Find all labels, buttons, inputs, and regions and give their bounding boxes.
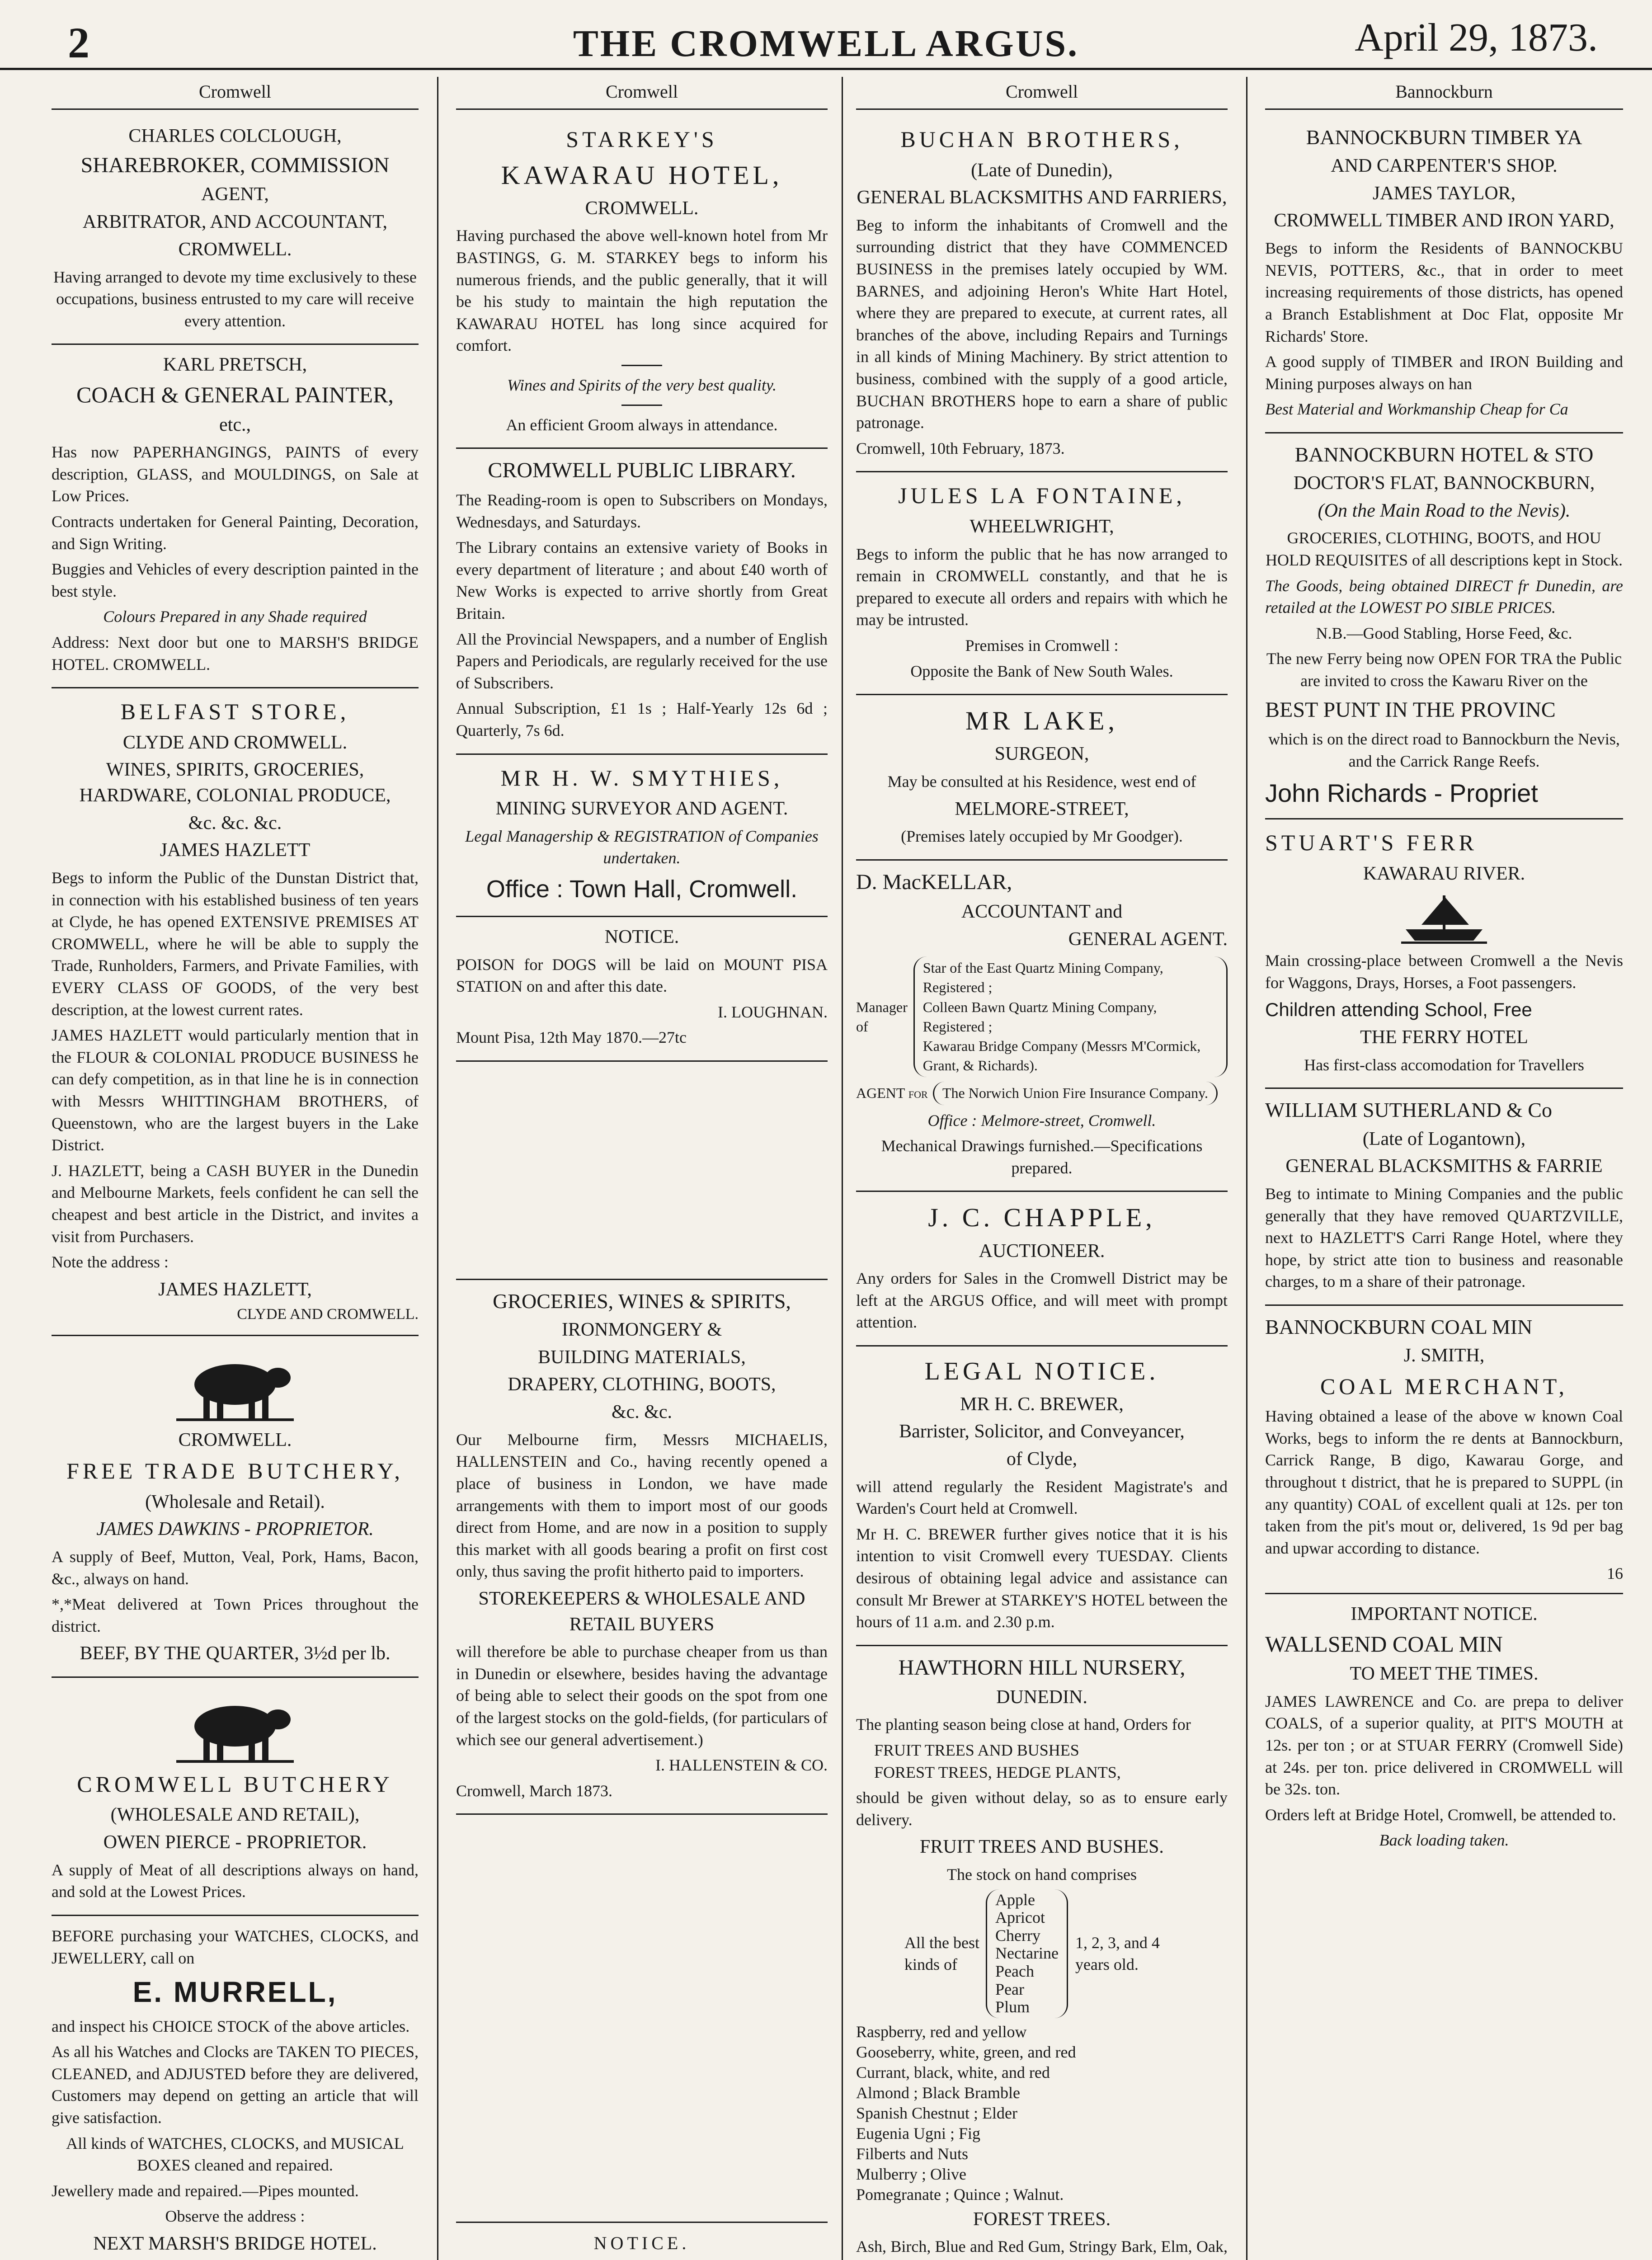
ad-heading: D. MacKELLAR, — [856, 870, 1012, 895]
ad-name: JAMES HAZLETT — [160, 840, 311, 861]
list-item: Filberts and Nuts — [856, 2144, 968, 2163]
ad-body: Has now PAPERHANGINGS, PAINTS of every description, GLASS, and MOULDINGS, on Sale at Low Prices. — [52, 443, 419, 505]
ad-heading: MR H. W. SMYTHIES, — [500, 765, 783, 791]
issue-date: April 29, 1873. — [1355, 16, 1598, 60]
ad-address: Address: Next door but one to MARSH'S BRIDGE HOTEL. CROMWELL. — [52, 633, 419, 673]
ship-woodcut-icon — [1401, 891, 1487, 945]
ad-pretsch — [52, 345, 419, 688]
column-rule — [842, 77, 843, 2260]
ad-legal-notice — [856, 1347, 1228, 1646]
page-number: 2 — [68, 19, 89, 67]
ad-proprietor: JAMES DAWKINS - PROPRIETOR. — [96, 1519, 374, 1540]
list-item: Mulberry ; Olive — [856, 2165, 966, 2183]
ad-heading: BEST PUNT IN THE PROVINC — [1265, 697, 1556, 722]
ad-body: Jewellery made and repaired.—Pipes mounted. — [52, 2181, 359, 2200]
ad-heading: STUART'S FERR — [1265, 830, 1478, 856]
ad-heading: BELFAST STORE, — [120, 699, 350, 725]
ad-signature: JAMES HAZLETT, — [158, 1279, 312, 1300]
ad-body: N.B.—Good Stabling, Horse Feed, &c. — [1316, 624, 1572, 642]
list-item: Almond ; Black Bramble — [856, 2083, 1020, 2102]
ad-body: Begs to inform the public that he has now arranged to remain in CROMWELL constantly, and that he is prepared to execute all orders and repairs with which he may be intrusted. — [856, 545, 1228, 629]
ad-body: The Library contains an extensive variety of Books in every department of literature ; and about £40 worth of New Works is expected to arrive shortly from Great Britain. — [456, 538, 828, 622]
ad-subheading: CLYDE AND CROMWELL. — [122, 732, 348, 753]
ad-heading: HAWTHORN HILL NURSERY, — [898, 1655, 1186, 1680]
ad-body: Contracts undertaken for General Painting, Decoration, and Sign Writing. — [52, 512, 419, 553]
ad-body: Cromwell, March 1873. — [456, 1781, 612, 1800]
ad-body: The Reading-room is open to Subscribers on Mondays, Wednesdays, and Saturdays. — [456, 491, 828, 531]
ad-body: will therefore be able to purchase cheaper from us than in Dunedin or elsewhere, besides having the advantage of being able to select their goods on the spot from one of the largest stocks on the gold-fields, (for particulars of which see our general advertisement.) — [456, 1643, 828, 1749]
ad-name: STARKEY'S — [566, 127, 718, 152]
ad-subheading: THE FERRY HOTEL — [1360, 1027, 1528, 1048]
ad-subheading: DOCTOR'S FLAT, BANNOCKBURN, — [1293, 473, 1595, 494]
ad-subheading: GENERAL BLACKSMITHS AND FARRIERS, — [857, 187, 1227, 208]
ad-heading: BANNOCKBURN HOTEL & STO — [1294, 443, 1594, 466]
ad-heading: MR LAKE, — [965, 706, 1118, 736]
column-2 — [445, 77, 838, 2260]
ad-proprietor: OWEN PIERCE - PROPRIETOR. — [103, 1832, 367, 1853]
ad-hallenstein-groceries — [456, 1279, 828, 1815]
ad-signature: I. LOUGHNAN. — [718, 1003, 828, 1021]
ad-body: Having obtained a lease of the above w known Coal Works, begs to inform the re dents at Bannockburn, Carrick Range, B digo, Kawarau Gorge, and throughout t district, that he is prepared to SUPPL (in any quantity) COAL of excellent quali at 12s. per ton taken from the pit's mout or, delivered, 1s 9d per bag and upwar according to distance. — [1265, 1407, 1623, 1557]
list-item: Kawarau Bridge Company (Messrs M'Cormick, Grant, & Richards). — [922, 1037, 1201, 1074]
ad-body: J. HAZLETT, being a CASH BUYER in the Dunedin and Melbourne Markets, feels confident he can sell the cheapest and best article in the District, and invites a visit from Purchasers. — [52, 1161, 419, 1246]
ad-body: will attend regularly the Resident Magistrate's and Warden's Court held at Cromwell. — [856, 1477, 1228, 1518]
ad-subheading: STOREKEEPERS & WHOLESALE AND RETAIL BUYERS — [478, 1588, 805, 1635]
ad-body: Begs to inform the Public of the Dunstan District that, in connection with his established business of ten years at Clyde, he has opened EXTENSIVE PREMISES AT CROMWELL, where he will be able to supply the Trade, Runholders, Farmers, and Private Families, with EVERY CLASS OF GOODS, of the very best description, at the lowest current rates. — [52, 869, 419, 1019]
ad-signature: I. HALLENSTEIN & CO. — [655, 1756, 828, 1775]
ad-stuarts-ferry — [1265, 819, 1623, 1089]
ad-office: Office : Town Hall, Cromwell. — [486, 875, 798, 903]
ad-heading: CROMWELL BUTCHERY — [77, 1771, 393, 1797]
ad-office: Office : Melmore-street, Cromwell. — [927, 1111, 1156, 1130]
ad-town: DUNEDIN. — [996, 1686, 1087, 1708]
ad-body: Buggies and Vehicles of every description painted in the best style. — [52, 560, 419, 600]
list-item: Colleen Bawn Quartz Mining Company, Registered ; — [922, 998, 1157, 1035]
ad-town: CROMWELL. — [178, 239, 292, 260]
ad-body: Legal Managership & REGISTRATION of Companies undertaken. — [465, 827, 819, 867]
ad-flour-notice — [456, 2222, 828, 2260]
list-item: Pear — [995, 1980, 1025, 1998]
ad-heading: KAWARAU HOTEL, — [501, 160, 783, 190]
list-item: Plum — [995, 1998, 1030, 2016]
ad-subheading: KAWARAU RIVER. — [1363, 863, 1525, 884]
ad-subheading: MINING SURVEYOR AND AGENT. — [495, 798, 788, 819]
ad-cromwell-butchery — [52, 1678, 419, 1916]
ad-sutherland — [1265, 1089, 1623, 1305]
ad-body: An efficient Groom always in attendance. — [506, 415, 778, 434]
ad-bannockburn-hotel — [1265, 433, 1623, 819]
ad-subheading: SURGEON, — [994, 744, 1089, 765]
ad-body: Mount Pisa, 12th May 1870.—27tc — [456, 1028, 687, 1047]
ad-la-fontaine — [856, 472, 1228, 695]
ad-public-library — [456, 449, 828, 754]
list-item: Cherry — [995, 1926, 1041, 1945]
fruit-varieties — [856, 2022, 1228, 2205]
list-item: Currant, black, white, and red — [856, 2063, 1050, 2081]
newspaper-title: THE CROMWELL ARGUS. — [573, 23, 1079, 65]
ad-body: Cromwell, 10th February, 1873. — [856, 439, 1065, 457]
ad-name: CHARLES COLCLOUGH, — [128, 126, 342, 146]
ad-body: Having purchased the above well-known hotel from Mr BASTINGS, G. M. STARKEY begs to inform his numerous friends, and the public generally, that it will be his study to maintain the high reputation the KAWARAU HOTEL has long since acquired for comfort. — [456, 226, 828, 355]
blank-space — [456, 1815, 828, 2222]
ad-name: MR H. C. BREWER, — [960, 1394, 1124, 1415]
ad-body: GROCERIES, CLOTHING, BOOTS, and HOU HOLD REQUISITES of all descriptions kept in Stock. — [1266, 529, 1623, 569]
list-item: The Norwich Union Fire Insurance Company. — [933, 1082, 1218, 1105]
ad-smythies — [456, 755, 828, 917]
ad-body: A good supply of TIMBER and IRON Building and Mining purposes always on han — [1265, 353, 1623, 393]
ad-subheading: DRAPERY, CLOTHING, BOOTS, — [508, 1374, 776, 1395]
list-item: Raspberry, red and yellow — [856, 2022, 1027, 2041]
column-3 — [845, 77, 1238, 2260]
ad-mackellar — [856, 861, 1228, 1192]
ad-body: A supply of Beef, Mutton, Veal, Pork, Hams, Bacon, &c., always on hand. — [52, 1547, 419, 1588]
ad-heading: SHAREBROKER, COMMISSION — [80, 153, 390, 177]
ad-body: Mr H. C. BREWER further gives notice that it is his intention to visit Cromwell every TUESDAY. Clients desirous of obtaining legal advice and assistance can consult Mr Brewer at STARKEY'S HOTEL between the hours of 11 a.m. and 2.30 p.m. — [856, 1525, 1228, 1631]
ad-notice: Children attending School, Free — [1265, 999, 1532, 1021]
ad-name: J. SMITH, — [1403, 1345, 1485, 1366]
ad-subheading: AUCTIONEER. — [979, 1240, 1105, 1262]
ad-heading: J. C. CHAPPLE, — [928, 1203, 1156, 1233]
ad-subheading: GENERAL AGENT. — [1068, 928, 1228, 950]
ad-subheading: (Wholesale and Retail). — [145, 1491, 325, 1512]
ad-poison-notice — [456, 917, 828, 1062]
label: kinds of — [904, 1955, 958, 1974]
ad-subheading: WINES, SPIRITS, GROCERIES, HARDWARE, COLONIAL PRODUCE, — [79, 759, 391, 806]
ad-buchan-brothers — [856, 116, 1228, 472]
fruit-ages: 1, 2, 3, and 4 years old. — [1075, 1933, 1160, 1974]
fruit-list — [986, 1889, 1068, 2018]
agent-for-block — [856, 1082, 1228, 1105]
ad-body: A supply of Meat of all descriptions always on hand, and sold at the Lowest Prices. — [52, 1860, 419, 1901]
notice-heading: NOTICE. — [604, 926, 679, 947]
ad-bannockburn-timber — [1265, 116, 1623, 433]
ad-heading: LEGAL NOTICE. — [924, 1357, 1159, 1386]
column-heading: Bannockburn — [1265, 77, 1623, 110]
ad-subheading: &c. &c. &c. — [188, 812, 282, 833]
blank-space — [456, 1062, 828, 1279]
list-item: Peach — [995, 1962, 1035, 1980]
ad-body: Main crossing-place between Cromwell a the Nevis for Waggons, Drays, Horses, a Foot passengers. — [1265, 951, 1623, 992]
list-item: Eugenia Ugni ; Fig — [856, 2124, 980, 2142]
ad-name: JAMES TAYLOR, — [1372, 183, 1516, 204]
notice-heading: NOTICE. — [593, 2233, 690, 2254]
ad-subheading: FRUIT TREES AND BUSHES. — [920, 1836, 1164, 1858]
ad-body: The planting season being close at hand, Orders for — [856, 1715, 1191, 1734]
ad-body: Back loading taken. — [1379, 1831, 1509, 1850]
ad-heading: JULES LA FONTAINE, — [898, 483, 1186, 508]
ad-body: JAMES HAZLETT would particularly mention that in the FLOUR & COLONIAL PRODUCE BUSINESS he can defy competition, as in that line he is in connection with Messrs WHITTINGHAM BROTHERS, of Queenstown, who are the largest buyers in the Lake District. — [52, 1026, 419, 1154]
column-1 — [41, 77, 429, 2260]
ad-subheading: COAL MERCHANT, — [1320, 1373, 1568, 1399]
ad-subheading: (On the Main Road to the Nevis). — [1318, 500, 1571, 521]
ad-heading: COACH & GENERAL PAINTER, — [76, 382, 394, 408]
ad-subheading: FOREST TREES. — [973, 2208, 1111, 2230]
company-list — [913, 956, 1228, 1077]
list-item: Star of the East Quartz Mining Company, Registered ; — [922, 960, 1163, 996]
fruit-list-block — [856, 1889, 1228, 2018]
ad-body: Wines and Spirits of the very best quality. — [507, 376, 777, 395]
ad-heading: WILLIAM SUTHERLAND & Co — [1265, 1098, 1552, 1122]
ad-body: Note the address : — [52, 1253, 169, 1271]
column-rule — [437, 77, 438, 2260]
ad-chapple — [856, 1192, 1228, 1347]
ad-belfast-store — [52, 688, 419, 1336]
ad-heading: BUCHAN BROTHERS, — [900, 127, 1183, 152]
ad-heading: BANNOCKBURN COAL MIN — [1265, 1315, 1533, 1338]
ad-body: Best Material and Workmanship Cheap for Ca — [1265, 400, 1568, 419]
fruit-prefix — [904, 1932, 986, 1976]
ox-woodcut-icon — [176, 1346, 294, 1423]
ad-body: All the Provincial Newspapers, and a number of English Papers and Periodicals, are regularly received for the use of Subscribers. — [456, 630, 828, 692]
ad-body: Orders left at Bridge Hotel, Cromwell, be attended to. — [1265, 1805, 1616, 1824]
ad-body: The new Ferry being now OPEN FOR TRA the Public are invited to cross the Kawaru River on the — [1266, 650, 1622, 690]
ad-murrell — [52, 1916, 419, 2260]
ad-town: CROMWELL. — [178, 1430, 292, 1451]
column-4 — [1254, 77, 1634, 2260]
label: AGENT for — [856, 1085, 928, 1102]
ad-subheading: AND CARPENTER'S SHOP. — [1331, 155, 1558, 177]
list-item: Gooseberry, white, green, and red — [856, 2043, 1076, 2061]
ad-body: The stock on hand comprises — [947, 1865, 1137, 1883]
list-item: Apricot — [995, 1908, 1045, 1927]
column-heading: Cromwell — [456, 77, 828, 110]
ad-body: Ash, Birch, Blue and Red Gum, Stringy Bark, Elm, Oak, — [856, 2237, 1228, 2256]
ad-mr-lake — [856, 695, 1228, 861]
ad-wallsend-coal — [1265, 1594, 1623, 1863]
ad-body: should be given without delay, so as to ensure early delivery. — [856, 1789, 1228, 1829]
ad-subheading: (Late of Dunedin), — [971, 160, 1113, 181]
ad-subheading: of Clyde, — [1006, 1449, 1078, 1470]
column-heading: Cromwell — [52, 77, 419, 110]
ad-product: FOREST TREES, HEDGE PLANTS, — [874, 1763, 1121, 1781]
ad-signature: CLYDE AND CROMWELL. — [237, 1306, 419, 1323]
ad-body: Has first-class accomodation for Travellers — [1304, 1055, 1584, 1074]
manager-of-block — [856, 956, 1228, 1077]
ad-address: MELMORE-STREET, — [955, 798, 1129, 819]
ad-subheading: (Late of Logantown), — [1362, 1128, 1526, 1149]
ad-kawarau-hotel — [456, 116, 828, 449]
ad-body: Our Melbourne firm, Messrs MICHAELIS, HALLENSTEIN and Co., having recently opened a place of business in London, we have made arrangements with them to import most of our goods direct from Home, and are now in a position to supply this market with all goods bearing a profit on first cost only, thus saving the profit hitherto paid to importers. — [456, 1430, 828, 1581]
notice-heading: IMPORTANT NOTICE. — [1351, 1603, 1538, 1624]
ad-proprietor: John Richards - Propriet — [1265, 778, 1538, 807]
ad-address: NEXT MARSH'S BRIDGE HOTEL. — [93, 2233, 377, 2254]
ad-body: All kinds of WATCHES, CLOCKS, and MUSICAL BOXES cleaned and repaired. — [66, 2134, 404, 2175]
ad-body: May be consulted at his Residence, west end of — [887, 772, 1196, 791]
ad-subheading: CROMWELL TIMBER AND IRON YARD, — [1274, 210, 1614, 231]
ad-body: BEFORE purchasing your WATCHES, CLOCKS, and JEWELLERY, call on — [52, 1927, 419, 1967]
ad-subheading: (WHOLESALE AND RETAIL), — [110, 1804, 360, 1826]
ad-name: KARL PRETSCH, — [163, 354, 307, 376]
masthead — [0, 0, 1652, 70]
ad-price: BEEF, BY THE QUARTER, 3½d per lb. — [80, 1643, 391, 1664]
ad-subheading: Barrister, Solicitor, and Conveyancer, — [899, 1421, 1185, 1442]
ad-free-trade-butchery — [52, 1336, 419, 1678]
column-rule — [1246, 77, 1247, 2260]
ad-body: Mechanical Drawings furnished.—Specifications prepared. — [881, 1137, 1203, 1177]
ad-subheading: BUILDING MATERIALS, — [538, 1347, 746, 1368]
ad-subheading: WHEELWRIGHT, — [970, 516, 1114, 537]
ad-body: Observe the address : — [165, 2207, 305, 2226]
ad-colclough — [52, 116, 419, 345]
ad-body: The Goods, being obtained DIRECT fr Dunedin, are retailed at the LOWEST PO SIBLE PRICES. — [1265, 576, 1623, 617]
ad-body: Begs to inform the Residents of BANNOCKBU NEVIS, POTTERS, &c., that in order to meet increasing requirements of those districts, has opened a Branch Establishment at Doc Flat, opposite Mr Richards' Store. — [1265, 239, 1623, 345]
ad-body: Colours Prepared in any Shade required — [103, 607, 367, 626]
ad-body: POISON for DOGS will be laid on MOUNT PISA STATION on and after this date. — [456, 955, 828, 996]
ad-subheading: IRONMONGERY & — [561, 1319, 722, 1340]
ad-body: *,*Meat delivered at Town Prices throughout the district. — [52, 1595, 419, 1635]
ad-body: Any orders for Sales in the Cromwell District may be left at the ARGUS Office, and will meet with prompt attention. — [856, 1269, 1228, 1332]
list-item: Nectarine — [995, 1944, 1059, 1963]
ad-body: As all his Watches and Clocks are TAKEN TO PIECES, CLEANED, and ADJUSTED before they are delivered, Customers may depend on getting an article that will give satisfaction. — [52, 2043, 419, 2127]
list-item: Pomegranate ; Quince ; Walnut. — [856, 2185, 1064, 2204]
ad-product: FRUIT TREES AND BUSHES — [874, 1741, 1079, 1759]
ad-heading: GROCERIES, WINES & SPIRITS, — [493, 1289, 791, 1313]
ad-heading: FREE TRADE BUTCHERY, — [66, 1458, 404, 1484]
ad-address: Opposite the Bank of New South Wales. — [910, 662, 1173, 680]
ad-subheading: ARBITRATOR, AND ACCOUNTANT, — [82, 212, 388, 233]
ad-body: JAMES LAWRENCE and Co. are prepa to deliver COALS, of a superior quality, at PIT'S MOUTH at 12s. per ton ; or at STUAR FERRY (Cromwell Side) at 24s. per ton. price delivered in CROMWELL will be 32s. ton. — [1265, 1692, 1623, 1799]
ad-subheading: TO MEET THE TIMES. — [1350, 1663, 1539, 1685]
ad-body: (Premises lately occupied by Mr Goodger). — [901, 827, 1183, 846]
ad-heading: E. MURRELL, — [132, 1976, 338, 2009]
list-item: Apple — [995, 1890, 1035, 1909]
ad-bannockburn-coal — [1265, 1306, 1623, 1594]
ad-body: which is on the direct road to Bannockburn the Nevis, and the Carrick Range Reefs. — [1268, 730, 1620, 770]
ad-heading: CROMWELL PUBLIC LIBRARY. — [488, 458, 796, 483]
ad-town: CROMWELL. — [585, 198, 699, 219]
ad-subheading: AGENT, — [201, 184, 269, 205]
ad-body: Beg to intimate to Mining Companies and the public generally that they have removed QUARTZVILLE, next to HAZLETT'S Carri Range Hotel, where they hope, by strict atte tion to business and reasonable charges, to m a share of their patronage. — [1265, 1184, 1623, 1291]
ad-body: Beg to inform the inhabitants of Cromwell and the surrounding district that they have COMMENCED BUSINESS in the premises lately occupied by WM. BARNES, and adjoining Heron's White Hart Hotel, where they are prepared to execute, at current rates, all branches of the above, including Repairs and Turnings in all kinds of Mining Machinery. By strict attention to business, combined with the supply of a good article, BUCHAN BROTHERS hope to earn a share of public patronage. — [856, 216, 1228, 432]
ad-body: Annual Subscription, £1 1s ; Half-Yearly 12s 6d ; Quarterly, 7s 6d. — [456, 699, 828, 739]
ad-number: 16 — [1607, 1564, 1623, 1583]
ad-body: and inspect his CHOICE STOCK of the above articles. — [52, 2017, 410, 2035]
ad-hawthorn-nursery — [856, 1646, 1228, 2260]
list-item: Spanish Chestnut ; Elder — [856, 2104, 1017, 2122]
ad-subheading: etc., — [219, 414, 251, 435]
ad-heading: WALLSEND COAL MIN — [1265, 1631, 1503, 1657]
ad-body: Having arranged to devote my time exclusively to these occupations, business entrusted to my care will receive every attention. — [53, 268, 417, 330]
label: All the best — [904, 1933, 980, 1952]
ad-subheading: &c. &c. — [611, 1402, 673, 1423]
ox-woodcut-icon — [176, 1688, 294, 1765]
ad-heading: BANNOCKBURN TIMBER YA — [1306, 126, 1582, 149]
ad-body: Premises in Cromwell : — [965, 636, 1119, 654]
ad-subheading: GENERAL BLACKSMITHS & FARRIE — [1285, 1156, 1603, 1177]
label: Manager of — [856, 998, 908, 1035]
column-heading: Cromwell — [856, 77, 1228, 110]
ad-subheading: ACCOUNTANT and — [961, 901, 1123, 922]
